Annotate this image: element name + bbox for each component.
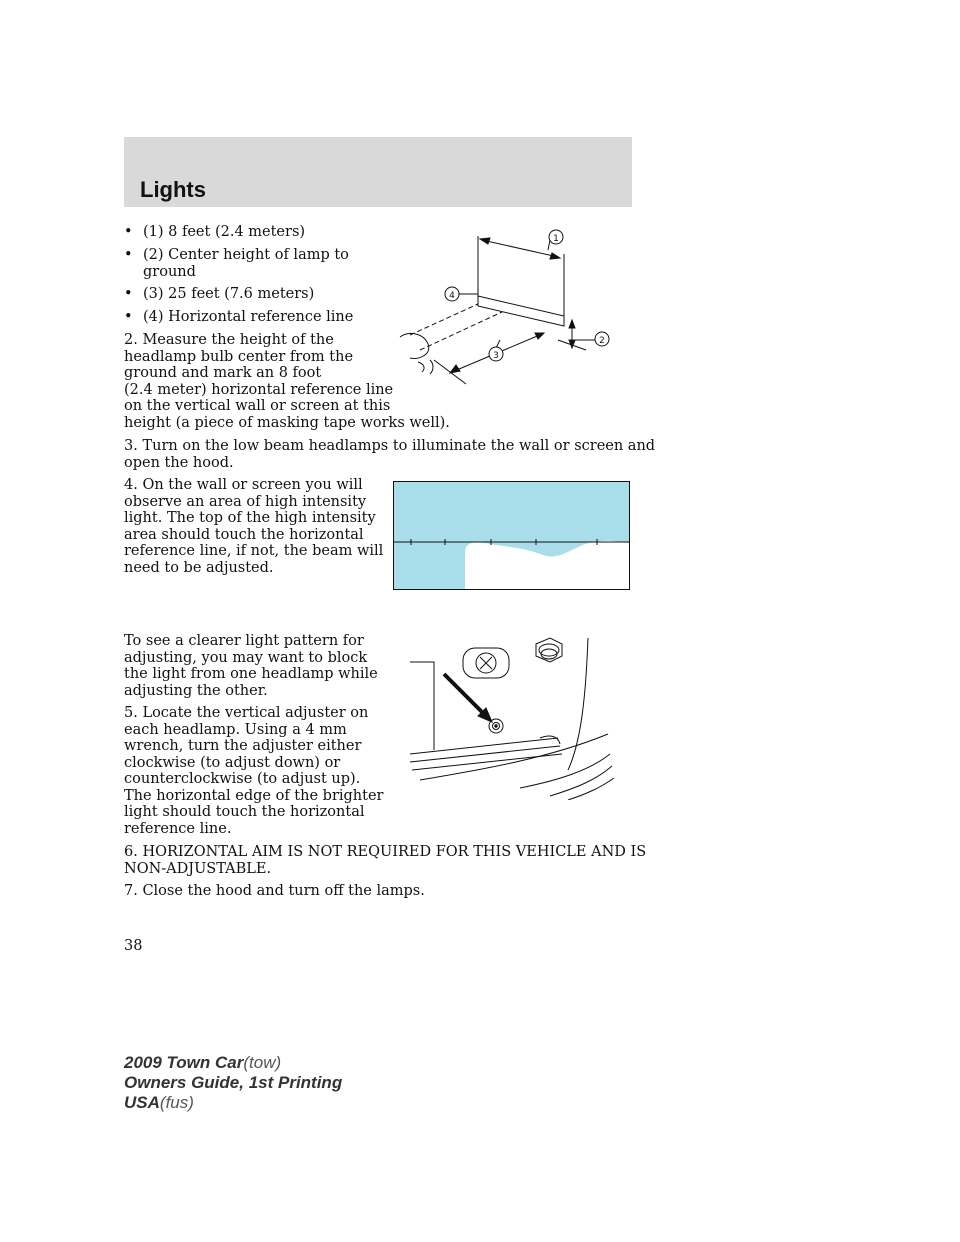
headlamp-housing-edge bbox=[410, 662, 434, 750]
step-5-line: each headlamp. Using a 4 mm bbox=[124, 721, 347, 738]
step-6-line: NON-ADJUSTABLE. bbox=[124, 860, 272, 877]
dimension-1-line bbox=[482, 240, 558, 257]
callout-4-label: 4 bbox=[449, 291, 455, 301]
callout-2 bbox=[595, 332, 609, 346]
reference-line-tape bbox=[478, 296, 564, 326]
bullet-dot: • bbox=[124, 309, 133, 325]
step-2-line: headlamp bulb center from the bbox=[124, 348, 354, 365]
bullet-dot: • bbox=[124, 224, 133, 240]
section-header bbox=[124, 137, 632, 207]
step-5-line: The horizontal edge of the brighter bbox=[124, 787, 384, 804]
step-2-line: 2. Measure the height of the bbox=[124, 332, 334, 348]
callout-3-label: 3 bbox=[493, 351, 499, 361]
callout-1-label: 1 bbox=[553, 234, 559, 244]
bullet-text-line-2: ground bbox=[143, 263, 196, 280]
step-3-line: 3. Turn on the low beam headlamps to illuminate the wall or screen and bbox=[124, 438, 656, 454]
step-5-line: light should touch the horizontal bbox=[124, 804, 365, 820]
tip-line: To see a clearer light pattern for bbox=[124, 633, 364, 649]
step-5-line: counterclockwise (to adjust up). bbox=[124, 771, 361, 787]
footer-model: 2009 Town Car bbox=[124, 1053, 244, 1072]
pointer-arrow bbox=[444, 674, 484, 714]
step-2-line: (2.4 meter) horizontal reference line bbox=[124, 381, 394, 398]
callout-1 bbox=[549, 230, 563, 244]
step-4-line: area should touch the horizontal bbox=[124, 526, 364, 543]
step-4-line: reference line, if not, the beam will bbox=[124, 543, 384, 559]
bullet-text: (3) 25 feet (7.6 meters) bbox=[143, 286, 315, 302]
step-4-line: light. The top of the high intensity bbox=[124, 510, 376, 526]
footer-model-code: (tow) bbox=[243, 1053, 282, 1072]
tip-line: adjusting, you may want to block bbox=[124, 649, 368, 666]
page-number: 38 bbox=[124, 938, 143, 954]
vertical-adjuster-diagram bbox=[400, 630, 615, 800]
step-5-line: clockwise (to adjust down) or bbox=[124, 754, 341, 771]
callout-3 bbox=[489, 347, 503, 361]
footer-market-code: (fus) bbox=[159, 1093, 194, 1112]
callout-2-label: 2 bbox=[599, 336, 605, 346]
bullet-text-line-1: (2) Center height of lamp to bbox=[143, 247, 349, 263]
headlamp-aim-distance-diagram bbox=[390, 222, 635, 387]
callout-4 bbox=[445, 287, 459, 301]
step-5-line: wrench, turn the adjuster either bbox=[124, 738, 362, 754]
bullet-text: (1) 8 feet (2.4 meters) bbox=[143, 224, 306, 240]
footer-edition: Owners Guide, 1st Printing bbox=[124, 1073, 343, 1092]
lens-edge bbox=[568, 638, 588, 770]
step-2-line: on the vertical wall or screen at this bbox=[124, 398, 391, 414]
footer-market: USA bbox=[124, 1093, 160, 1112]
footer-line-2 bbox=[124, 1073, 342, 1093]
bullet-dot: • bbox=[124, 247, 133, 263]
mounting-bolt bbox=[536, 638, 562, 662]
bullet-text: (4) Horizontal reference line bbox=[143, 309, 354, 325]
step-7-line: 7. Close the hood and turn off the lamps. bbox=[124, 883, 425, 899]
bullet-dot: • bbox=[124, 286, 133, 302]
document-footer bbox=[124, 1053, 342, 1113]
tip-paragraph bbox=[124, 633, 378, 699]
section-title: Lights bbox=[140, 177, 206, 202]
step-3-line: open the hood. bbox=[124, 454, 234, 471]
light-pattern-diagram bbox=[393, 481, 631, 591]
step-5-line: 5. Locate the vertical adjuster on bbox=[124, 705, 369, 721]
step-6-paragraph bbox=[124, 844, 646, 877]
tip-line: the light from one headlamp while bbox=[124, 666, 378, 682]
step-4-line: need to be adjusted. bbox=[124, 559, 274, 576]
headlamp-sketch bbox=[400, 333, 429, 358]
step-5-line: reference line. bbox=[124, 820, 232, 837]
step-4-line: observe an area of high intensity bbox=[124, 493, 367, 510]
step-5-paragraph bbox=[124, 705, 383, 837]
tip-line: adjusting the other. bbox=[124, 682, 268, 699]
step-3-paragraph bbox=[124, 438, 655, 471]
step-6-line: 6. HORIZONTAL AIM IS NOT REQUIRED FOR THIS VEHICLE AND IS bbox=[124, 844, 647, 860]
step-7-paragraph bbox=[124, 883, 425, 900]
step-4-line: 4. On the wall or screen you will bbox=[124, 477, 363, 493]
step-4-paragraph bbox=[124, 477, 383, 576]
footer-line-3 bbox=[124, 1093, 342, 1113]
step-2-line: ground and mark an 8 foot bbox=[124, 365, 322, 381]
footer-line-1 bbox=[124, 1053, 342, 1073]
step-2-line: height (a piece of masking tape works well). bbox=[124, 414, 450, 431]
